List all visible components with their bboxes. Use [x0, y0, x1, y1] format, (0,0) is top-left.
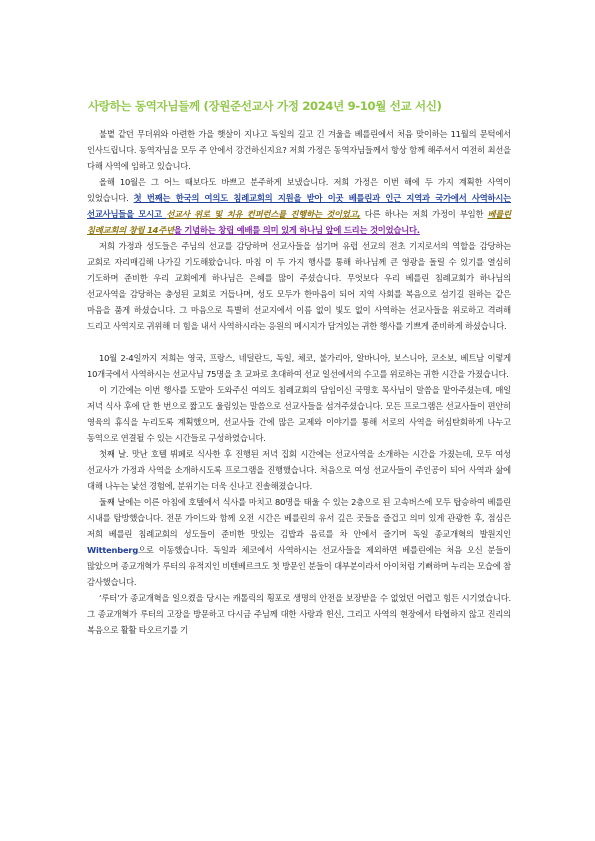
paragraph-church-mission: 저희 가정과 성도들은 주님의 선교를 감당하며 선교사들을 섬기며 유럽 선교의 전초 기지로서의 역할을 감당하는 교회로 자리매김해 나가길 기도해왔습니다. 마침 이 두 가지 행사를 통해 하나님께 큰 영광을 돌릴 수 있기를 열심히 기도하며 준비한 우리 교회에게 하나님은 은혜를 많이 주셨습니다. 무엇보다 우리 베를린 침례교회가 하나님의 선교사역을 감당하는 충성된 교회로 거듭나며, 성도 모두가 한마음이 되어 지역 사회를 복음으로 섬기길 원하는 같은 마음을 품게 하셨습니다. 그 마음으로 특별히 선교지에서 이름 없이 빛도 없이 사역하는 선교사들을 위로하고 격려해 드리고 사역지로 귀위해 더 힘을 내서 사역하시라는 응원의 메시지가 담겨있는 귀한 행사를 기쁘게 준비하게 하셨습니다. [87, 241, 511, 331]
paragraph-intro: 불볕 같던 무더위와 아련한 가을 햇살이 지나고 독일의 길고 긴 겨울을 베를린에서 처음 맞이하는 11월의 문턱에서 인사드립니다. 동역자님을 모두 주 안에서 강건하신지요? 저희 가정은 동역자님들께서 항상 함께 해주셔서 여전히 최선을 다해 사역에 임하고 있습니다. [87, 129, 511, 171]
paragraph-luther: ‘루터’가 종교개혁을 일으켰을 당시는 캐톨릭의 횡포로 생명의 안전을 보장받을 수 없었던 어렵고 힘든 시기였습니다. 그 종교개혁가 루터의 고장을 방문하고 다시금 주님께 대한 사랑과 헌신, 그리고 사역의 현장에서 타협하지 않고 진리의 복음으로 활활 타오르기를 기 [87, 593, 511, 635]
second-plan-highlight: 을 기념하는 창립 예배를 의미 있게 하나님 앞에 드리는 것이었습니다. [173, 225, 420, 235]
paragraph-day-two [87, 494, 511, 590]
day-two-text-a: 둘째 날에는 이른 아침에 호텔에서 식사를 마치고 80명을 태울 수 있는 2층으로 된 고속버스에 모두 탑승하여 베를린 시내를 탐방했습니다. 전문 가이드와 함께 오전 시간은 베를린의 유서 깊은 곳들을 즐겁고 의미 있게 관광한 후, 점심은 저희 베를린 침례교회의 성도들이 준비한 맛있는 김밥과 음료를 차 안에서 즐기며 독일 종교개혁의 발원지인 [87, 497, 511, 539]
wittenberg-highlight: Wittenberg [87, 545, 139, 555]
plans-connector-text: 다른 하나는 저희 가정이 부임한 [360, 209, 488, 219]
page-title: 사랑하는 동역자님들께 (장원준선교사 가정 2024년 9-10월 선교 서신) [88, 99, 442, 113]
plans-intro-text: 올해 10월은 그 어느 때보다도 바쁘고 분주하게 보냈습니다. 저희 가정은 이번 해에 두 가지 계획한 사역이 있었습니다. [87, 177, 511, 203]
anniversary-highlight: 베를린 침례교회의 창립 14주년 [87, 209, 511, 235]
paragraph-program: 이 기간에는 이번 행사를 도맡아 도와주신 여의도 침례교회의 담임이신 국명호 목사님이 말씀을 맡아주셨는데, 매일 저녁 식사 후에 단 한 번으로 짧고도 울림있는 말씀으로 선교사들을 섬겨주셨습니다. 모든 프로그램은 선교사들이 편안히 영육의 휴식을 누리도록 계획했으며, 선교사들 간에 많은 교제와 이야기를 통해 서로의 사역을 허심탄회하게 나누고 동역으로 연결될 수 있는 시간들로 구성하였습니다. [87, 385, 511, 443]
paragraph-conference-dates: 10월 2-4일까지 저희는 영국, 프랑스, 네덜란드, 독일, 체코, 불가리아, 알바니아, 보스니아, 코소보, 베트남 이렇게 10개국에서 사역하시는 선교사님 75명을 초 교파로 초대하여 선교 일선에서의 수고를 위로하는 귀한 시간을 가졌습니다. [87, 353, 511, 379]
paragraph-october-plans [87, 174, 511, 238]
paragraph-day-one: 첫째 날. 맛난 호텔 뷔페로 식사한 후 진행된 저녁 집회 시간에는 선교사역을 소개하는 시간을 가졌는데, 모두 여성 선교사가 가정과 사역을 소개하시도록 프로그램을 진행했습니다. 처음으로 여성 선교사들이 주인공이 되어 사역과 삶에 대해 나누는 낯선 경험에, 분위기는 더욱 신나고 진솔해졌습니다. [87, 449, 511, 491]
day-two-text-b: 으로 이동했습니다. 독일과 체코에서 사역하시는 선교사들을 제외하면 베를린에는 처음 오신 분들이 많았으며 종교개혁가 루터의 유적지인 비텐베르크도 첫 방문인 분들이 대부분이라서 아이처럼 기뻐하며 누리는 모습에 참 감사했습니다. [87, 545, 511, 587]
letter-body [87, 126, 511, 638]
conference-highlight: 선교사 위로 및 치유 컨퍼런스를 진행하는 것이었고, [166, 209, 361, 219]
first-plan-highlight: 첫 번째는 한국의 여의도 침례교회의 지원을 받아 이곳 베를린과 인근 지역과 국가에서 사역하시는 선교사님들을 모시고 [87, 193, 511, 219]
